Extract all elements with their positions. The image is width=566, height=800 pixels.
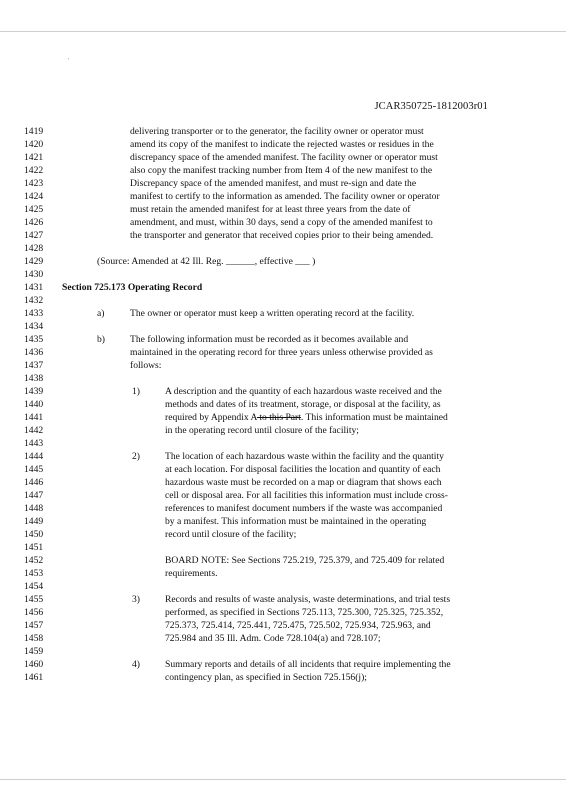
line-number: 1419 [24, 126, 44, 137]
text-line: delivering transporter or to the generator, the facility owner or operator must [130, 126, 424, 137]
line-number: 1451 [24, 542, 44, 553]
text-line-with-strike [165, 412, 448, 424]
text-line: 725.373, 725.414, 725.441, 725.475, 725.502, 725.934, 725.963, and [165, 620, 431, 631]
scan-speck: ' [68, 58, 70, 64]
text-line: the transporter and generator that received copies prior to their being amended. [130, 230, 434, 241]
text-line: at each location. For disposal facilities the location and quantity of each [165, 464, 441, 475]
text-line: contingency plan, as specified in Section 725.156(j); [165, 672, 367, 683]
line-number: 1431 [24, 282, 44, 293]
line-number: 1444 [24, 451, 44, 462]
text-line: in the operating record until closure of the facility; [165, 425, 359, 436]
text-line: also copy the manifest tracking number from Item 4 of the new manifest to the [130, 165, 433, 176]
line-number: 1439 [24, 386, 44, 397]
line-number: 1428 [24, 243, 44, 254]
line-number: 1448 [24, 503, 44, 514]
text-segment: . This information must be maintained [300, 412, 448, 423]
line-number: 1440 [24, 399, 44, 410]
source-note: (Source: Amended at 42 Ill. Reg. ______, effective ___ ) [97, 256, 316, 267]
line-number: 1424 [24, 191, 44, 202]
line-number: 1446 [24, 477, 44, 488]
text-line: The following information must be recorded as it becomes available and [130, 334, 409, 345]
line-number: 1429 [24, 256, 44, 267]
line-number: 1427 [24, 230, 44, 241]
line-number: 1441 [24, 412, 44, 423]
line-number: 1450 [24, 529, 44, 540]
line-number: 1449 [24, 516, 44, 527]
text-line: Records and results of waste analysis, waste determinations, and trial tests [165, 594, 451, 605]
line-number: 1456 [24, 607, 44, 618]
line-number: 1455 [24, 594, 44, 605]
text-line: by a manifest. This information must be maintained in the operating [165, 516, 427, 527]
line-number: 1461 [24, 672, 44, 683]
line-number: 1422 [24, 165, 44, 176]
text-line: methods and dates of its treatment, storage, or disposal at the facility, as [165, 399, 441, 410]
line-number: 1437 [24, 360, 44, 371]
text-line: A description and the quantity of each hazardous waste received and the [165, 386, 442, 397]
item-a-label: a) [97, 308, 105, 319]
sub-2-label: 2) [132, 451, 140, 462]
line-number: 1434 [24, 321, 44, 332]
struck-text: to this Part [256, 412, 301, 423]
text-line: manifest to certify to the information as amended. The facility owner or operator [130, 191, 440, 202]
line-number: 1423 [24, 178, 44, 189]
text-line: must retain the amended manifest for at least three years from the date of [130, 204, 411, 215]
line-number: 1438 [24, 373, 44, 384]
text-line: discrepancy space of the amended manifest. The facility owner or operator must [130, 152, 438, 163]
text-line: performed, as specified in Sections 725.113, 725.300, 725.325, 725.352, [165, 607, 444, 618]
line-number: 1420 [24, 139, 44, 150]
text-line: maintained in the operating record for three years unless otherwise provided as [130, 347, 433, 358]
text-line: amendment, and must, within 30 days, send a copy of the amended manifest to [130, 217, 433, 228]
text-line: Summary reports and details of all incidents that require implementing the [165, 659, 451, 670]
text-line: record until closure of the facility; [165, 529, 297, 540]
line-number: 1453 [24, 568, 44, 579]
line-number: 1430 [24, 269, 44, 280]
line-number: 1421 [24, 152, 44, 163]
bottom-rule [0, 779, 566, 780]
top-rule [0, 31, 566, 32]
line-number: 1432 [24, 295, 44, 306]
sub-3-label: 3) [132, 594, 140, 605]
line-number: 1457 [24, 620, 44, 631]
sub-4-label: 4) [132, 659, 140, 670]
line-number: 1458 [24, 633, 44, 644]
text-line: amend its copy of the manifest to indicate the rejected wastes or residues in the [130, 139, 434, 150]
line-number: 1452 [24, 555, 44, 566]
line-number: 1460 [24, 659, 44, 670]
text-line: Discrepancy space of the amended manifest, and must re-sign and date the [130, 178, 417, 189]
item-a-text: The owner or operator must keep a written operating record at the facility. [130, 308, 415, 319]
text-line: 725.984 and 35 Ill. Adm. Code 728.104(a) and 728.107; [165, 633, 381, 644]
text-line: references to manifest document numbers if the waste was accompanied [165, 503, 443, 514]
line-number: 1447 [24, 490, 44, 501]
line-number: 1435 [24, 334, 44, 345]
line-number: 1426 [24, 217, 44, 228]
text-line: The location of each hazardous waste within the facility and the quantity [165, 451, 444, 462]
sub-1-label: 1) [132, 386, 140, 397]
line-number: 1425 [24, 204, 44, 215]
section-title: Section 725.173 Operating Record [62, 282, 203, 293]
line-number: 1445 [24, 464, 44, 475]
board-note-cont: requirements. [165, 568, 218, 579]
line-number: 1443 [24, 438, 44, 449]
text-segment: required by Appendix A [165, 412, 257, 423]
line-number: 1454 [24, 581, 44, 592]
line-number: 1459 [24, 646, 44, 657]
document-id: JCAR350725-1812003r01 [374, 101, 488, 112]
text-line: cell or disposal area. For all facilities this information must include cross- [165, 490, 448, 501]
line-number: 1442 [24, 425, 44, 436]
line-number: 1433 [24, 308, 44, 319]
board-note: BOARD NOTE: See Sections 725.219, 725.379, and 725.409 for related [165, 555, 445, 566]
text-line: hazardous waste must be recorded on a map or diagram that shows each [165, 477, 442, 488]
text-line: follows: [130, 360, 162, 371]
item-b-label: b) [97, 334, 105, 345]
line-number: 1436 [24, 347, 44, 358]
